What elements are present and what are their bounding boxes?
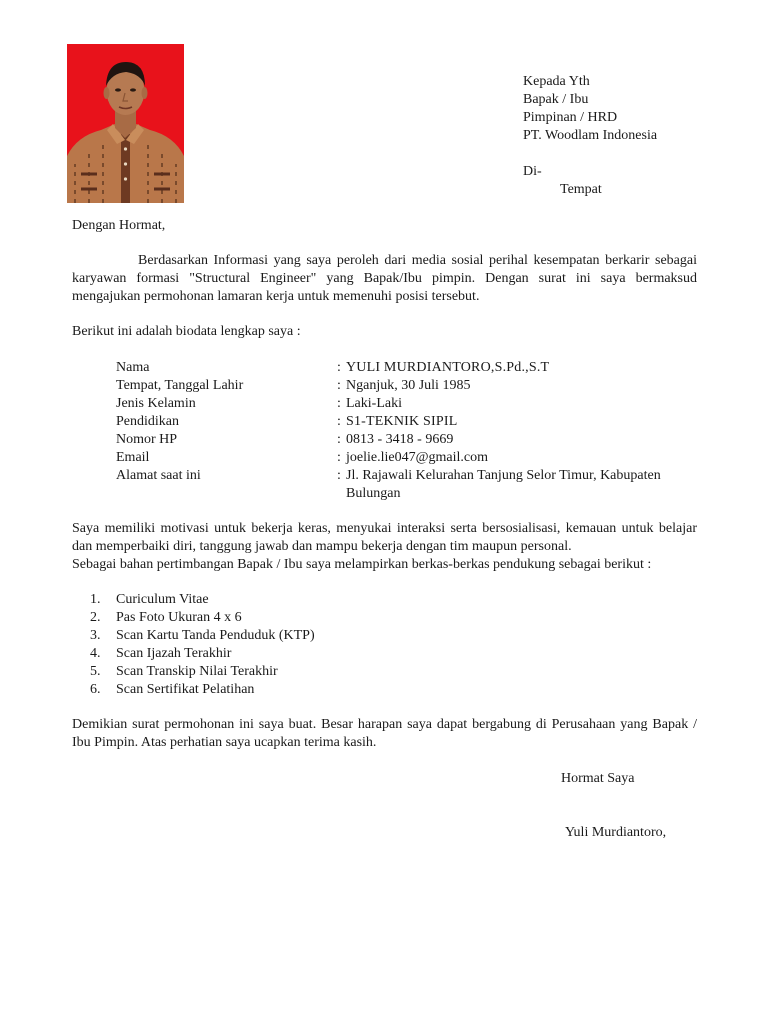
biodata-row [116, 377, 706, 395]
signature-regards: Hormat Saya [561, 771, 635, 786]
biodata-value: joelie.lie047@gmail.com [346, 450, 488, 465]
list-number: 6. [90, 682, 101, 697]
biodata-separator: : [337, 360, 341, 375]
list-number: 4. [90, 646, 101, 661]
attachments-list [72, 591, 315, 699]
list-item [72, 645, 315, 663]
applicant-photo [67, 44, 184, 203]
biodata-label: Tempat, Tanggal Lahir [116, 378, 244, 393]
recipient-place: Tempat [560, 182, 602, 197]
list-item [72, 609, 315, 627]
list-item-text: Scan Ijazah Terakhir [116, 646, 232, 661]
list-item [72, 591, 315, 609]
applicant-portrait-image [67, 44, 184, 203]
list-item [72, 627, 315, 645]
biodata-separator: : [337, 468, 341, 483]
spacer [523, 145, 657, 163]
biodata-value: YULI MURDIANTORO,S.Pd.,S.T [346, 360, 550, 375]
biodata-intro: Berikut ini adalah biodata lengkap saya : [72, 324, 301, 339]
recipient-block [523, 73, 657, 199]
motivation-paragraph: Saya memiliki motivasi untuk bekerja keras, menyukai interaksi serta bersosialisasi, kemauan untuk belajar dan memperbaiki diri, tanggung jawab dan mampu bekerja dengan tim maupun personal. [72, 521, 697, 554]
recipient-line: Di- [523, 164, 542, 179]
attachments-intro: Sebagai bahan pertimbangan Bapak / Ibu saya melampirkan berkas-berkas pendukung sebagai berikut : [72, 557, 652, 572]
biodata-label: Jenis Kelamin [116, 396, 196, 411]
greeting: Dengan Hormat, [72, 218, 166, 233]
biodata-row [116, 467, 706, 503]
biodata-row [116, 449, 706, 467]
list-item-text: Curiculum Vitae [116, 592, 209, 607]
biodata-row [116, 431, 706, 449]
biodata-row [116, 359, 706, 377]
list-number: 5. [90, 664, 101, 679]
biodata-value: S1-TEKNIK SIPIL [346, 414, 458, 429]
list-item-text: Pas Foto Ukuran 4 x 6 [116, 610, 242, 625]
recipient-line: Pimpinan / HRD [523, 110, 618, 125]
biodata-separator: : [337, 414, 341, 429]
motivation-block [72, 520, 697, 574]
biodata-value: Jl. Rajawali Kelurahan Tanjung Selor Timur, Kabupaten Bulungan [346, 468, 661, 501]
biodata-table [116, 359, 706, 503]
biodata-value: 0813 - 3418 - 9669 [346, 432, 454, 447]
biodata-separator: : [337, 450, 341, 465]
list-number: 1. [90, 592, 101, 607]
opening-paragraph [72, 252, 697, 306]
list-item [72, 681, 315, 699]
biodata-row [116, 413, 706, 431]
list-number: 3. [90, 628, 101, 643]
list-item [72, 663, 315, 681]
recipient-company: PT. Woodlam Indonesia [523, 128, 658, 143]
biodata-label: Pendidikan [116, 414, 179, 429]
signature-name: Yuli Murdiantoro, [565, 825, 667, 840]
biodata-label: Nomor HP [116, 432, 178, 447]
opening-paragraph-text: Berdasarkan Informasi yang saya peroleh dari media sosial perihal kesempatan berkarir sebagai karyawan formasi "Structural Engineer" yang Bapak/Ibu pimpin. Dengan surat ini saya bermaksud mengajukan permohonan lamaran kerja untuk memenuhi posisi tersebut. [72, 253, 697, 304]
list-number: 2. [90, 610, 101, 625]
biodata-label: Nama [116, 360, 150, 375]
list-item-text: Scan Transkip Nilai Terakhir [116, 664, 278, 679]
recipient-line: Bapak / Ibu [523, 92, 589, 107]
biodata-value: Nganjuk, 30 Juli 1985 [346, 378, 471, 393]
list-item-text: Scan Kartu Tanda Penduduk (KTP) [116, 628, 315, 643]
biodata-label: Alamat saat ini [116, 468, 201, 483]
biodata-value: Laki-Laki [346, 396, 402, 411]
list-item-text: Scan Sertifikat Pelatihan [116, 682, 255, 697]
biodata-row [116, 395, 706, 413]
recipient-line: Kepada Yth [523, 74, 590, 89]
biodata-separator: : [337, 432, 341, 447]
biodata-separator: : [337, 396, 341, 411]
biodata-separator: : [337, 378, 341, 393]
biodata-label: Email [116, 450, 150, 465]
closing-paragraph: Demikian surat permohonan ini saya buat. Besar harapan saya dapat bergabung di Perusahaan yang Bapak / Ibu Pimpin. Atas perhatian saya ucapkan terima kasih. [72, 717, 697, 750]
